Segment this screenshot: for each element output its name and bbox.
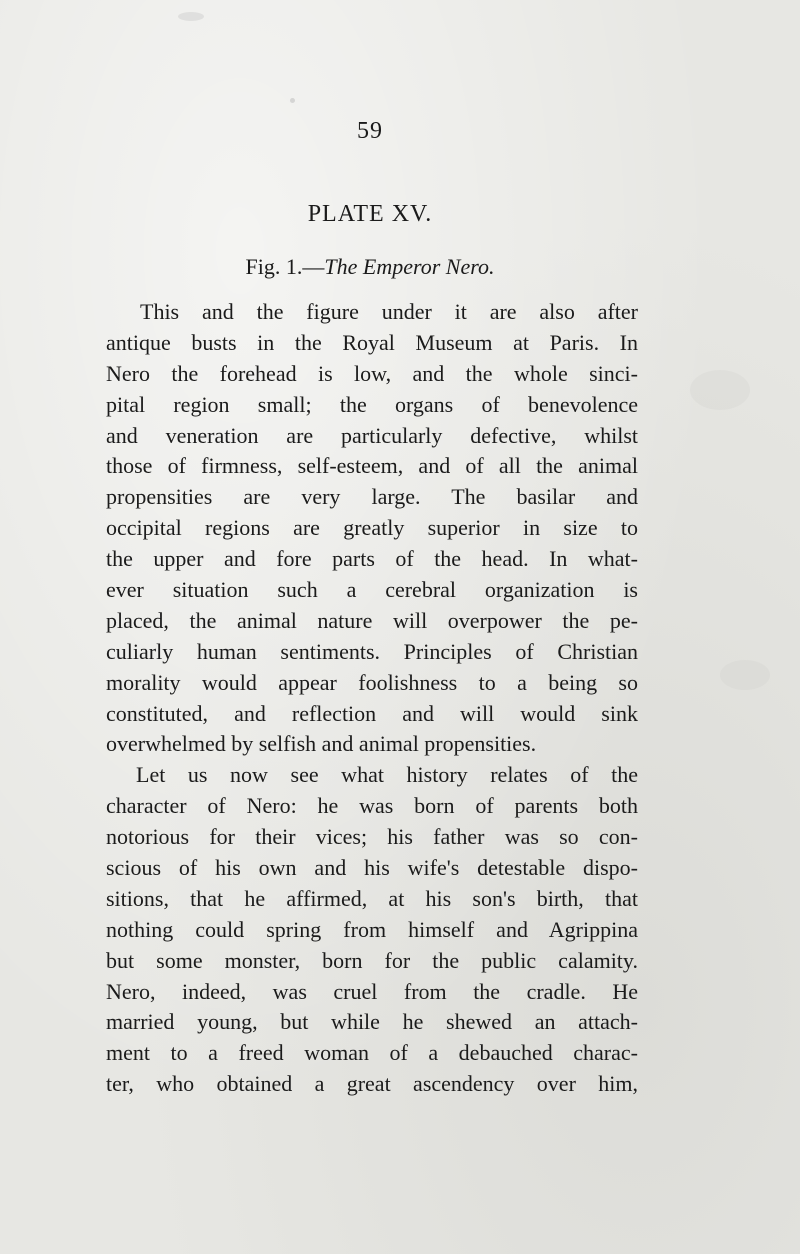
text-line: occipital regions are greatly superior in size to — [106, 515, 638, 541]
paragraph — [106, 297, 638, 760]
text-line: the upper and fore parts of the head. In what- — [106, 546, 638, 572]
text-line: antique busts in the Royal Museum at Paris. In — [106, 329, 638, 355]
text-line: morality would appear foolishness to a being so — [106, 669, 638, 695]
text-line: pital region small; the organs of benevolence — [106, 391, 638, 417]
paragraph — [106, 760, 638, 1100]
text-line: sitions, that he affirmed, at his son's birth, that — [106, 885, 638, 911]
text-line: married young, but while he shewed an attach- — [106, 1009, 638, 1035]
text-line: ter, who obtained a great ascendency over him, — [106, 1071, 638, 1097]
paper-speck — [720, 660, 770, 690]
text-line: scious of his own and his wife's detestable dispo- — [106, 855, 638, 881]
text-line: culiarly human sentiments. Principles of Christian — [106, 638, 638, 664]
text-line: nothing could spring from himself and Agrippina — [106, 916, 638, 942]
text-line: This and the figure under it are also after — [140, 299, 638, 324]
figure-caption-prefix: Fig. 1.— — [245, 254, 325, 279]
text-line: but some monster, born for the public calamity. — [106, 947, 638, 973]
text-line: placed, the animal nature will overpower the pe- — [106, 607, 638, 633]
text-line: Nero, indeed, was cruel from the cradle. He — [106, 978, 638, 1004]
body-text — [106, 297, 638, 1100]
text-line: Nero the forehead is low, and the whole sinci- — [106, 360, 638, 386]
paper-speck — [690, 370, 750, 410]
figure-caption-title: The Emperor Nero. — [324, 254, 495, 279]
text-line: character of Nero: he was born of parents both — [106, 793, 638, 819]
text-line: ment to a freed woman of a debauched charac- — [106, 1040, 638, 1066]
text-line: notorious for their vices; his father was so con- — [106, 824, 638, 850]
paper-speck — [178, 12, 204, 21]
plate-title: PLATE XV. — [307, 201, 433, 227]
text-line: overwhelmed by selfish and animal propensities. — [106, 731, 537, 757]
page-number: 59 — [357, 118, 383, 144]
text-line: ever situation such a cerebral organization is — [106, 577, 638, 603]
text-line: constituted, and reflection and will would sink — [106, 700, 638, 726]
text-line: those of firmness, self-esteem, and of all the animal — [106, 453, 638, 479]
text-line: and veneration are particularly defective, whilst — [106, 422, 638, 448]
text-line: Let us now see what history relates of the — [136, 762, 638, 788]
text-line: propensities are very large. The basilar and — [106, 484, 638, 510]
paper-speck — [290, 98, 295, 103]
figure-caption — [0, 254, 740, 280]
